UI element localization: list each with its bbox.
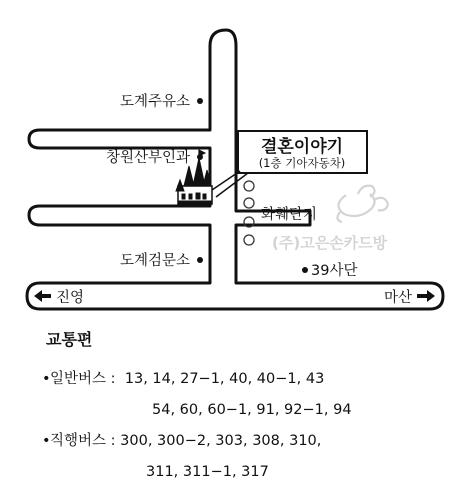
regular-bus-label: 일반버스 :: [50, 371, 116, 387]
landmark-dot: [302, 267, 308, 273]
landmark-dot: [197, 98, 203, 104]
arrow-right-icon: [417, 290, 435, 302]
express-bus-routes: 300, 300−2, 303, 308, 310,: [120, 433, 322, 449]
watermark-text: (주)고은손카드방: [272, 234, 388, 252]
landmark-dot: [197, 257, 203, 263]
landmark-hwahwe-danji: 화훼단지: [261, 207, 318, 223]
venue-detail: (1층 기아자동차): [258, 156, 346, 170]
regular-bus-row: [42, 364, 462, 395]
flower-complex-marker: [244, 198, 254, 208]
venue-name: 결혼이야기: [260, 137, 344, 157]
regular-bus-routes: 13, 14, 27−1, 40, 40−1, 43: [124, 371, 325, 387]
landmark-changwon-clinic: 창원산부인과: [105, 150, 190, 166]
flower-complex-marker: [244, 235, 254, 245]
watermark-rabbit-icon: [337, 186, 388, 222]
express-bus-label: 직행버스 :: [50, 433, 116, 449]
landmark-39-division: 39사단: [311, 263, 358, 279]
transit-title: 교통편: [46, 330, 93, 349]
landmark-dogye-post: 도계검문소: [119, 253, 190, 269]
direction-right-label: 마산: [383, 290, 412, 306]
arrow-left-icon: [34, 290, 51, 302]
transit-info: [42, 327, 462, 488]
bullet-icon: •: [42, 433, 51, 449]
express-bus-routes-cont: 311, 311−1, 317: [146, 464, 269, 480]
regular-bus-routes-cont: 54, 60, 60−1, 91, 92−1, 94: [152, 402, 352, 418]
bullet-icon: •: [42, 371, 51, 387]
express-bus-row: [42, 426, 462, 457]
landmark-dogye-jugyuso: 도계주유소: [119, 94, 190, 110]
direction-left-label: 진영: [56, 290, 85, 306]
flower-complex-marker: [244, 181, 254, 191]
road-outline: [27, 30, 443, 309]
